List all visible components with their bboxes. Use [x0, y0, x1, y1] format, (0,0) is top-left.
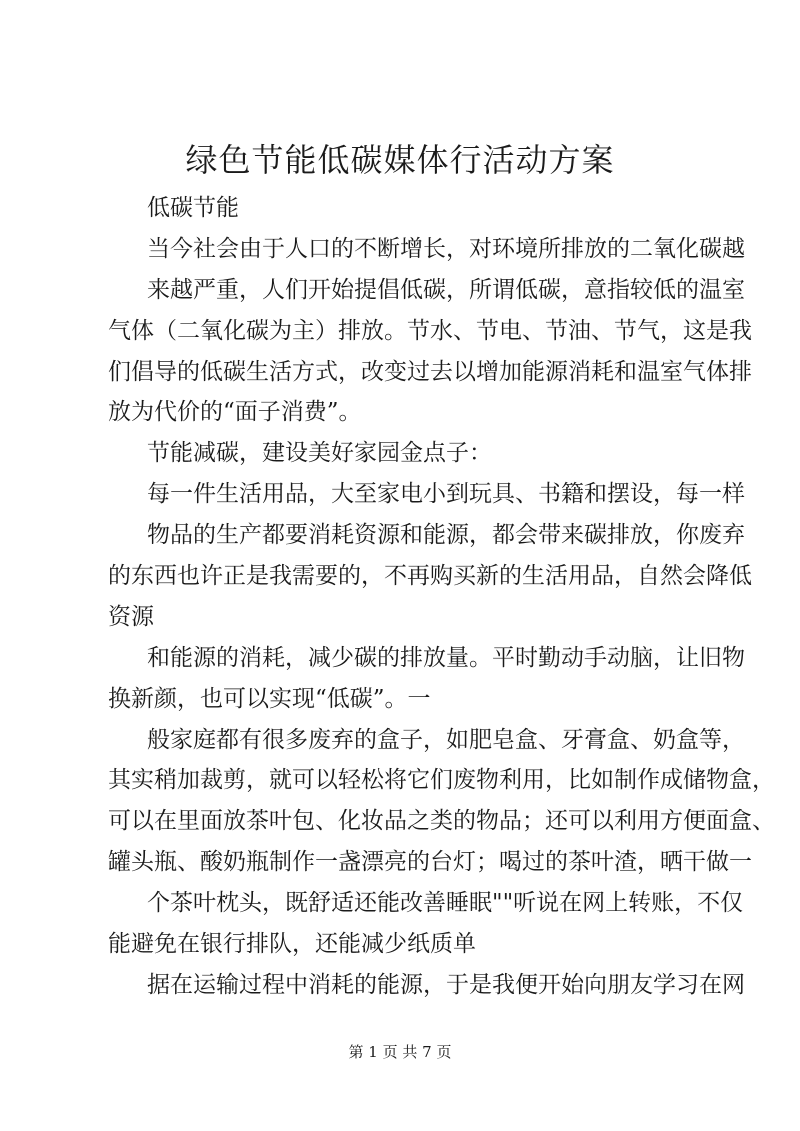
paragraph-line: 放为代价的“面子消费”。 [108, 399, 362, 426]
paragraph-line: 当今社会由于人口的不断增长，对环境所排放的二氧化碳越 [147, 235, 745, 262]
paragraph-line: 来越严重，人们开始提倡低碳，所谓低碳，意指较低的温室 [147, 276, 745, 303]
paragraph-line: 换新颜，也可以实现“低碳”。一 [108, 685, 431, 712]
paragraph-line: 物品的生产都要消耗资源和能源，都会带来碳排放，你废弃 [147, 522, 745, 549]
paragraph-line: 般家庭都有很多废弃的盒子，如肥皂盒、牙膏盒、奶盒等， [147, 726, 745, 753]
paragraph-line: 节能减碳，建设美好家园金点子： [147, 440, 492, 467]
paragraph-line: 们倡导的低碳生活方式，改变过去以增加能源消耗和温室气体排 [108, 358, 752, 385]
paragraph-line: 其实稍加裁剪，就可以轻松将它们废物利用，比如制作成储物盒， [108, 767, 775, 794]
paragraph-line: 气体（二氧化碳为主）排放。节水、节电、节油、节气，这是我 [108, 317, 752, 344]
paragraph-line: 能避免在银行排队，还能减少纸质单 [108, 931, 476, 958]
paragraph-line: 每一件生活用品，大至家电小到玩具、书籍和摆设，每一样 [147, 481, 745, 508]
paragraph-line: 可以在里面放茶叶包、化妆品之类的物品；还可以利用方便面盒、 [108, 808, 775, 835]
paragraph-line: 和能源的消耗，减少碳的排放量。平时勤动手动脑，让旧物 [147, 644, 745, 671]
paragraph-line: 资源 [108, 603, 154, 630]
paragraph-line: 罐头瓶、酸奶瓶制作一盏漂亮的台灯；喝过的茶叶渣，晒干做一 [108, 849, 752, 876]
paragraph-line: 的东西也许正是我需要的，不再购买新的生活用品，自然会降低 [108, 563, 752, 590]
paragraph-line: 低碳节能 [147, 195, 239, 221]
document-body [108, 188, 775, 1006]
page-footer: 第 1 页 共 7 页 [348, 1043, 452, 1061]
paragraph-line: 据在运输过程中消耗的能源，于是我便开始向朋友学习在网 [147, 971, 745, 998]
document-title: 绿色节能低碳媒体行活动方案 [185, 141, 615, 179]
paragraph-line: 个茶叶枕头，既舒适还能改善睡眠""听说在网上转账，不仅 [147, 890, 744, 917]
